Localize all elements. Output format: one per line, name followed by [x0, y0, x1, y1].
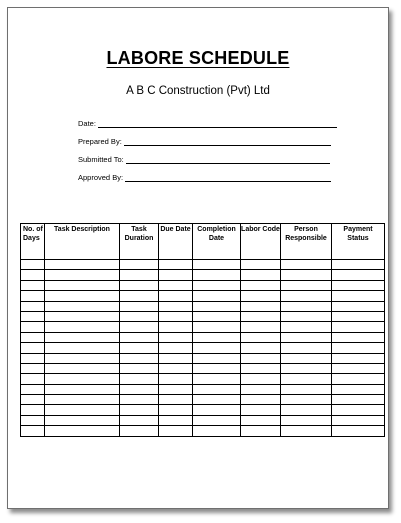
table-cell[interactable]	[332, 270, 385, 280]
table-cell[interactable]	[21, 343, 45, 353]
table-cell[interactable]	[332, 311, 385, 321]
table-cell[interactable]	[21, 405, 45, 415]
table-cell[interactable]	[120, 332, 159, 342]
table-cell[interactable]	[159, 270, 193, 280]
table-cell[interactable]	[159, 384, 193, 394]
table-cell[interactable]	[281, 426, 332, 436]
table-row	[21, 280, 385, 290]
approved-by-line[interactable]	[125, 174, 331, 182]
table-cell[interactable]	[193, 291, 241, 301]
date-line[interactable]	[98, 120, 337, 128]
table-cell[interactable]	[241, 260, 281, 270]
table-cell[interactable]	[21, 415, 45, 425]
table-cell[interactable]	[193, 353, 241, 363]
table-cell[interactable]	[241, 415, 281, 425]
company-name: A B C Construction (Pvt) Ltd	[126, 85, 270, 97]
prepared-by-label: Prepared By:	[78, 137, 122, 146]
table-cell[interactable]	[332, 291, 385, 301]
header-completion-date: Completion Date	[193, 224, 241, 260]
table-cell[interactable]	[281, 322, 332, 332]
table-row	[21, 270, 385, 280]
table-cell[interactable]	[159, 260, 193, 270]
table-cell[interactable]	[120, 405, 159, 415]
table-cell[interactable]	[45, 311, 120, 321]
table-cell[interactable]	[159, 415, 193, 425]
table-cell[interactable]	[45, 353, 120, 363]
table-cell[interactable]	[45, 343, 120, 353]
table-cell[interactable]	[21, 270, 45, 280]
table-cell[interactable]	[241, 332, 281, 342]
table-cell[interactable]	[332, 260, 385, 270]
table-cell[interactable]	[193, 384, 241, 394]
table-row	[21, 291, 385, 301]
table-cell[interactable]	[241, 270, 281, 280]
table-cell[interactable]	[332, 405, 385, 415]
header-task-duration: Task Duration	[120, 224, 159, 260]
table-cell[interactable]	[332, 363, 385, 373]
table-cell[interactable]	[21, 426, 45, 436]
table-cell[interactable]	[120, 384, 159, 394]
table-cell[interactable]	[241, 363, 281, 373]
table-cell[interactable]	[120, 363, 159, 373]
table-cell[interactable]	[193, 311, 241, 321]
table-cell[interactable]	[120, 301, 159, 311]
table-cell[interactable]	[120, 415, 159, 425]
table-cell[interactable]	[45, 426, 120, 436]
table-cell[interactable]	[159, 353, 193, 363]
table-cell[interactable]	[159, 301, 193, 311]
table-cell[interactable]	[120, 426, 159, 436]
header-payment-status: Payment Status	[332, 224, 385, 260]
table-row	[21, 395, 385, 405]
table-cell[interactable]	[281, 291, 332, 301]
table-cell[interactable]	[45, 384, 120, 394]
table-row	[21, 374, 385, 384]
table-cell[interactable]	[21, 395, 45, 405]
table-cell[interactable]	[120, 374, 159, 384]
table-cell[interactable]	[21, 301, 45, 311]
table-row	[21, 301, 385, 311]
table-cell[interactable]	[45, 322, 120, 332]
table-row	[21, 405, 385, 415]
table-cell[interactable]	[332, 280, 385, 290]
table-cell[interactable]	[241, 374, 281, 384]
table-cell[interactable]	[241, 311, 281, 321]
table-cell[interactable]	[120, 395, 159, 405]
table-cell[interactable]	[281, 374, 332, 384]
document-title: LABORE SCHEDULE	[106, 48, 290, 68]
table-cell[interactable]	[159, 332, 193, 342]
table-cell[interactable]	[193, 332, 241, 342]
table-row	[21, 363, 385, 373]
table-cell[interactable]	[193, 415, 241, 425]
table-row	[21, 426, 385, 436]
table-row	[21, 415, 385, 425]
table-cell[interactable]	[193, 270, 241, 280]
table-cell[interactable]	[193, 322, 241, 332]
table-cell[interactable]	[120, 291, 159, 301]
table-cell[interactable]	[120, 311, 159, 321]
table-cell[interactable]	[241, 395, 281, 405]
date-field[interactable]	[78, 119, 337, 128]
table-cell[interactable]	[21, 291, 45, 301]
table-cell[interactable]	[159, 395, 193, 405]
table-cell[interactable]	[45, 415, 120, 425]
table-cell[interactable]	[332, 332, 385, 342]
approved-by-field[interactable]	[78, 173, 331, 182]
table-cell[interactable]	[332, 374, 385, 384]
table-cell[interactable]	[281, 405, 332, 415]
table-cell[interactable]	[120, 260, 159, 270]
table-cell[interactable]	[241, 343, 281, 353]
table-cell[interactable]	[281, 280, 332, 290]
table-cell[interactable]	[193, 343, 241, 353]
table-cell[interactable]	[21, 353, 45, 363]
prepared-by-field[interactable]	[78, 137, 331, 146]
table-cell[interactable]	[193, 260, 241, 270]
table-cell[interactable]	[281, 301, 332, 311]
table-cell[interactable]	[45, 270, 120, 280]
table-cell[interactable]	[45, 363, 120, 373]
table-cell[interactable]	[120, 280, 159, 290]
table-body	[21, 260, 385, 437]
table-cell[interactable]	[193, 301, 241, 311]
table-cell[interactable]	[159, 280, 193, 290]
table-cell[interactable]	[21, 332, 45, 342]
header-no-of-days: No. of Days	[21, 224, 45, 260]
table-cell[interactable]	[241, 405, 281, 415]
table-cell[interactable]	[241, 322, 281, 332]
table-cell[interactable]	[120, 270, 159, 280]
table-cell[interactable]	[21, 260, 45, 270]
table-row	[21, 343, 385, 353]
table-cell[interactable]	[281, 363, 332, 373]
table-cell[interactable]	[193, 395, 241, 405]
table-cell[interactable]	[193, 374, 241, 384]
date-label: Date:	[78, 119, 96, 128]
table-cell[interactable]	[45, 291, 120, 301]
table-cell[interactable]	[45, 374, 120, 384]
table-cell[interactable]	[21, 280, 45, 290]
table-cell[interactable]	[281, 353, 332, 363]
table-row	[21, 322, 385, 332]
header-person-responsible: Person Responsible	[281, 224, 332, 260]
table-cell[interactable]	[241, 353, 281, 363]
table-cell[interactable]	[241, 301, 281, 311]
table-cell[interactable]	[193, 426, 241, 436]
table-row	[21, 384, 385, 394]
table-cell[interactable]	[21, 384, 45, 394]
table-cell[interactable]	[193, 280, 241, 290]
table-cell[interactable]	[281, 343, 332, 353]
table-cell[interactable]	[21, 311, 45, 321]
labor-schedule-table	[20, 223, 385, 437]
table-cell[interactable]	[193, 405, 241, 415]
document-page	[7, 7, 389, 509]
table-cell[interactable]	[120, 322, 159, 332]
table-row	[21, 332, 385, 342]
table-header-row	[21, 224, 385, 260]
table-cell[interactable]	[45, 332, 120, 342]
table-cell[interactable]	[159, 322, 193, 332]
table-cell[interactable]	[332, 353, 385, 363]
table-cell[interactable]	[332, 395, 385, 405]
table-cell[interactable]	[45, 280, 120, 290]
table-cell[interactable]	[45, 405, 120, 415]
table-cell[interactable]	[332, 301, 385, 311]
table-cell[interactable]	[281, 384, 332, 394]
table-cell[interactable]	[332, 384, 385, 394]
prepared-by-line[interactable]	[124, 138, 331, 146]
table-cell[interactable]	[241, 291, 281, 301]
table-cell[interactable]	[281, 332, 332, 342]
table-cell[interactable]	[281, 270, 332, 280]
table-cell[interactable]	[159, 405, 193, 415]
table-cell[interactable]	[45, 260, 120, 270]
table-cell[interactable]	[45, 301, 120, 311]
table-cell[interactable]	[159, 343, 193, 353]
table-cell[interactable]	[193, 363, 241, 373]
header-due-date: Due Date	[159, 224, 193, 260]
table-cell[interactable]	[332, 322, 385, 332]
table-cell[interactable]	[332, 426, 385, 436]
table-cell[interactable]	[159, 426, 193, 436]
table-cell[interactable]	[21, 322, 45, 332]
table-cell[interactable]	[21, 374, 45, 384]
table-cell[interactable]	[241, 280, 281, 290]
table-cell[interactable]	[332, 415, 385, 425]
submitted-to-line[interactable]	[126, 156, 330, 164]
header-task-description: Task Description	[45, 224, 120, 260]
table-cell[interactable]	[241, 426, 281, 436]
table-cell[interactable]	[120, 343, 159, 353]
table-cell[interactable]	[281, 395, 332, 405]
table-cell[interactable]	[159, 374, 193, 384]
table-cell[interactable]	[241, 384, 281, 394]
header-labor-code: Labor Code	[241, 224, 281, 260]
approved-by-label: Approved By:	[78, 173, 124, 182]
table-cell[interactable]	[21, 363, 45, 373]
table-cell[interactable]	[45, 395, 120, 405]
table-cell[interactable]	[332, 343, 385, 353]
table-cell[interactable]	[159, 311, 193, 321]
table-row	[21, 260, 385, 270]
table-cell[interactable]	[120, 353, 159, 363]
table-cell[interactable]	[159, 291, 193, 301]
table-row	[21, 353, 385, 363]
table-cell[interactable]	[281, 260, 332, 270]
submitted-to-field[interactable]	[78, 155, 330, 164]
table-cell[interactable]	[159, 363, 193, 373]
table-cell[interactable]	[281, 415, 332, 425]
table-cell[interactable]	[281, 311, 332, 321]
table-row	[21, 311, 385, 321]
submitted-to-label: Submitted To:	[78, 155, 124, 164]
